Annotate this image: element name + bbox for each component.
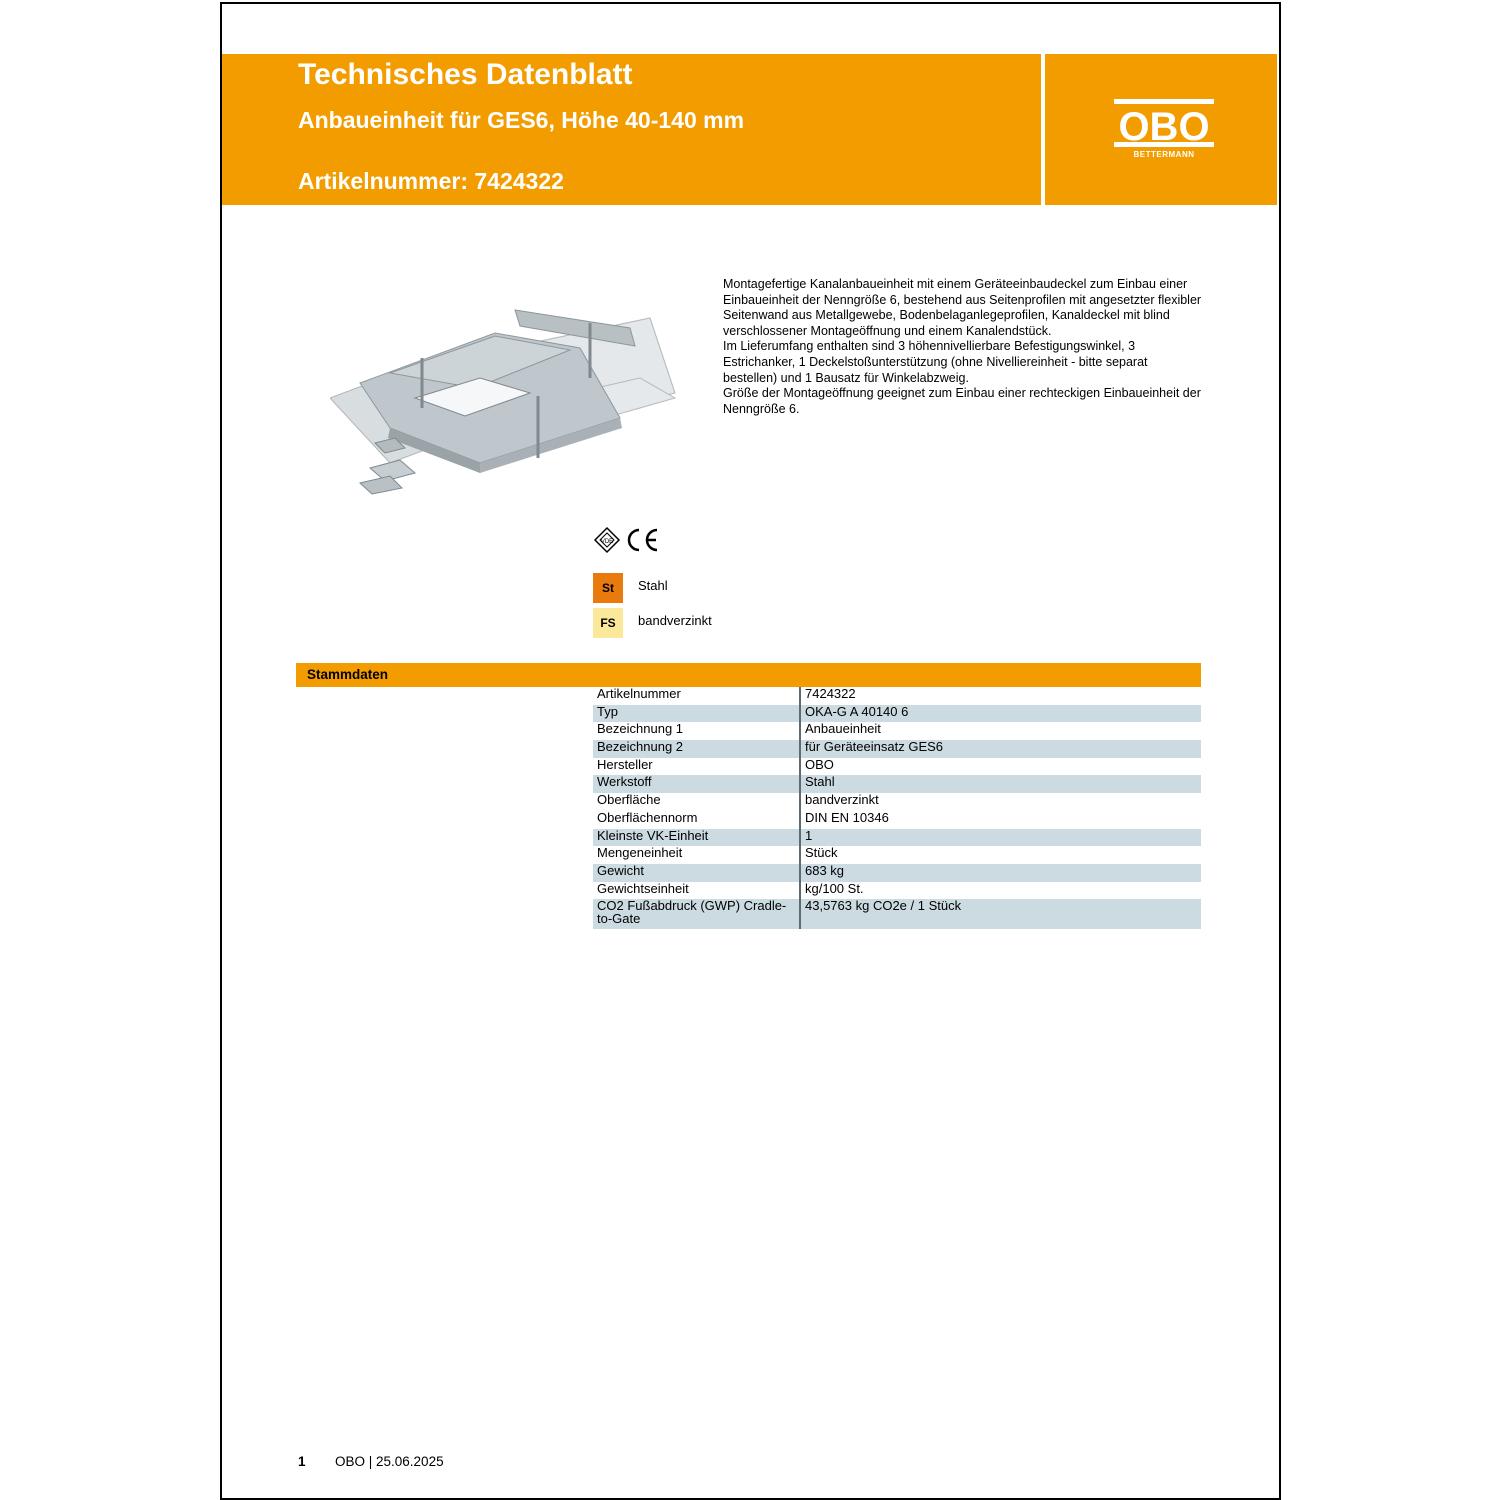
certification-marks bbox=[593, 524, 663, 556]
logo-text: OBO bbox=[1118, 105, 1210, 149]
description-paragraph: Im Lieferumfang enthalten sind 3 höhennivellierbare Befestigungswinkel, 3 Estrichanker, 1 Deckelstoßunterstützung (ohne Nivelliereinheit - bitte separat bestellen) und 1 Bausatz für Winkelabzweig. bbox=[723, 339, 1148, 385]
row-key: Mengeneinheit bbox=[593, 846, 800, 864]
table-row bbox=[593, 882, 1201, 900]
table-row bbox=[593, 846, 1201, 864]
row-value: kg/100 St. bbox=[805, 880, 864, 896]
row-value: DIN EN 10346 bbox=[805, 809, 889, 825]
row-value: OBO bbox=[805, 756, 834, 772]
article-number-heading: Artikelnummer: 7424322 bbox=[298, 168, 564, 194]
row-key: Typ bbox=[593, 705, 800, 723]
row-value: bandverzinkt bbox=[805, 792, 879, 808]
row-key: Gewichtseinheit bbox=[593, 882, 800, 900]
table-row bbox=[593, 829, 1201, 847]
row-key: Artikelnummer bbox=[593, 687, 800, 705]
stammdaten-table bbox=[593, 687, 1201, 929]
row-key: Bezeichnung 2 bbox=[593, 740, 800, 758]
table-row bbox=[593, 811, 1201, 829]
row-key: Oberflächennorm bbox=[593, 811, 800, 829]
row-key: Hersteller bbox=[593, 758, 800, 776]
material-badge-st: St bbox=[593, 573, 623, 603]
material-badge-fs: FS bbox=[593, 608, 623, 638]
product-description bbox=[723, 277, 1203, 417]
description-paragraph: Montagefertige Kanalanbaueinheit mit einem Geräteeinbaudeckel zum Einbau einer Einbaueinheit der Nenngröße 6, bestehend aus Seitenprofilen mit angesetzter flexibler Seitenwand aus Metallgewebe, Bodenbelaganlegeprofilen, Kanaldeckel mit blind verschlossener Montageöffnung und einem Kanalendstück. bbox=[723, 277, 1202, 338]
row-value: OKA-G A 40140 6 bbox=[800, 705, 1201, 723]
row-value: Anbaueinheit bbox=[805, 721, 881, 737]
table-row bbox=[593, 864, 1201, 882]
material-label-bandverzinkt: bandverzinkt bbox=[638, 613, 712, 628]
row-value: 43,5763 kg CO2e / 1 Stück bbox=[800, 899, 1201, 929]
obo-logo bbox=[1108, 96, 1220, 166]
table-row bbox=[593, 775, 1201, 793]
row-key: CO2 Fußabdruck (GWP) Cradle-to-Gate bbox=[593, 899, 800, 929]
table-row bbox=[593, 758, 1201, 776]
page-title: Technisches Datenblatt bbox=[298, 58, 633, 91]
row-value: für Geräteeinsatz GES6 bbox=[800, 740, 1201, 758]
table-row bbox=[593, 687, 1201, 705]
vde-mark-icon bbox=[595, 528, 619, 552]
table-row bbox=[593, 793, 1201, 811]
ce-mark-icon bbox=[629, 530, 657, 550]
row-key: Gewicht bbox=[593, 864, 800, 882]
description-paragraph: Größe der Montageöffnung geeignet zum Einbau einer rechteckigen Einbaueinheit der Nenngröße 6. bbox=[723, 386, 1201, 416]
row-value: Stück bbox=[805, 845, 838, 861]
svg-text:VDE: VDE bbox=[600, 539, 614, 545]
table-row bbox=[593, 705, 1201, 723]
row-key: Oberfläche bbox=[593, 793, 800, 811]
row-value: 683 kg bbox=[800, 864, 1201, 882]
table-row bbox=[593, 722, 1201, 740]
row-key: Bezeichnung 1 bbox=[593, 722, 800, 740]
page-subtitle: Anbaueinheit für GES6, Höhe 40-140 mm bbox=[298, 107, 745, 133]
footer-page-number: 1 bbox=[298, 1454, 306, 1469]
row-key: Werkstoff bbox=[593, 775, 800, 793]
logo-subtext: BETTERMANN bbox=[1133, 150, 1195, 159]
product-image bbox=[330, 298, 682, 503]
row-key: Kleinste VK-Einheit bbox=[593, 829, 800, 847]
section-bar-stammdaten bbox=[296, 663, 1201, 687]
footer-text: OBO | 25.06.2025 bbox=[335, 1454, 444, 1469]
header-divider bbox=[1041, 54, 1045, 205]
row-value: 7424322 bbox=[805, 686, 856, 701]
row-value: Stahl bbox=[800, 775, 1201, 793]
table-row bbox=[593, 740, 1201, 758]
row-value: 1 bbox=[800, 829, 1201, 847]
section-title-stammdaten: Stammdaten bbox=[307, 667, 389, 682]
table-row bbox=[593, 899, 1201, 929]
material-label-stahl: Stahl bbox=[638, 578, 668, 593]
